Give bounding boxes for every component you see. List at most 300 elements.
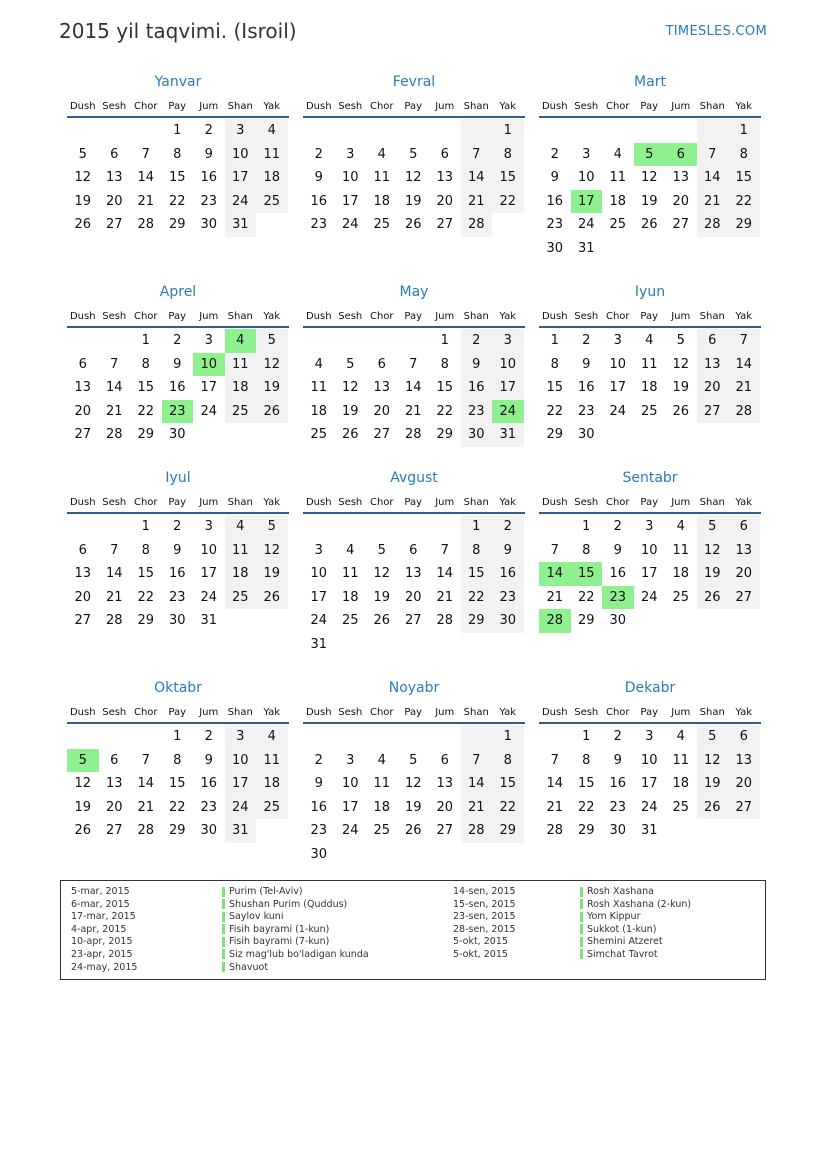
day-cell[interactable]: 11	[640, 356, 658, 372]
day-cell[interactable]: 19	[341, 403, 359, 419]
day-cell[interactable]: 11	[672, 542, 690, 558]
day-cell[interactable]: 15	[728, 166, 760, 190]
day-cell[interactable]: 11	[373, 170, 391, 185]
day-cell[interactable]: 16	[609, 566, 627, 581]
day-cell[interactable]: 29	[461, 609, 493, 633]
day-cell[interactable]: 13	[728, 539, 760, 563]
day-cell[interactable]: 20	[74, 403, 92, 419]
day-cell[interactable]: 13	[672, 170, 690, 185]
day-cell[interactable]: 24	[341, 823, 359, 838]
day-cell[interactable]: 24	[341, 217, 359, 232]
day-cell[interactable]: 1	[173, 729, 182, 744]
day-cell[interactable]: 1	[582, 729, 591, 744]
holiday-day[interactable]: 15	[571, 562, 603, 586]
day-cell[interactable]: 7	[110, 356, 119, 372]
day-cell[interactable]: 10	[310, 566, 328, 581]
day-cell[interactable]: 22	[168, 799, 186, 815]
day-cell[interactable]: 16	[577, 380, 595, 395]
day-cell[interactable]: 30	[200, 217, 218, 232]
day-cell[interactable]: 31	[492, 423, 524, 447]
day-cell[interactable]: 22	[137, 589, 155, 605]
holiday-day[interactable]: 28	[539, 609, 571, 633]
day-cell[interactable]: 18	[373, 193, 391, 209]
day-cell[interactable]: 10	[577, 170, 595, 185]
day-cell[interactable]: 6	[78, 356, 87, 372]
day-cell[interactable]: 20	[436, 193, 454, 209]
day-cell[interactable]: 2	[314, 146, 323, 162]
day-cell[interactable]: 3	[582, 146, 591, 162]
day-cell[interactable]: 7	[461, 143, 493, 167]
day-cell[interactable]: 30	[168, 427, 186, 442]
day-cell[interactable]: 6	[440, 752, 449, 768]
day-cell[interactable]: 30	[577, 427, 595, 442]
day-cell[interactable]: 23	[461, 400, 493, 424]
day-cell[interactable]: 20	[105, 193, 123, 209]
day-cell[interactable]: 2	[173, 333, 182, 348]
day-cell[interactable]: 25	[373, 217, 391, 232]
holiday-day[interactable]: 23	[602, 586, 634, 610]
day-cell[interactable]: 20	[672, 193, 690, 209]
day-cell[interactable]: 20	[404, 589, 422, 605]
day-cell[interactable]: 25	[609, 217, 627, 232]
day-cell[interactable]: 29	[492, 819, 524, 843]
day-cell[interactable]: 26	[373, 613, 391, 628]
day-cell[interactable]: 31	[200, 613, 218, 628]
day-cell[interactable]: 28	[436, 613, 454, 628]
day-cell[interactable]: 9	[613, 752, 622, 768]
day-cell[interactable]: 13	[74, 380, 92, 395]
day-cell[interactable]: 25	[256, 796, 288, 820]
day-cell[interactable]: 17	[492, 376, 524, 400]
day-cell[interactable]: 6	[377, 356, 386, 372]
day-cell[interactable]: 3	[225, 725, 257, 749]
day-cell[interactable]: 13	[105, 776, 123, 791]
day-cell[interactable]: 19	[697, 562, 729, 586]
day-cell[interactable]: 27	[697, 400, 729, 424]
day-cell[interactable]: 13	[74, 566, 92, 581]
day-cell[interactable]: 19	[672, 380, 690, 395]
day-cell[interactable]: 28	[105, 427, 123, 442]
day-cell[interactable]: 2	[461, 329, 493, 353]
day-cell[interactable]: 15	[436, 380, 454, 395]
day-cell[interactable]: 1	[440, 333, 449, 348]
day-cell[interactable]: 8	[141, 356, 150, 372]
day-cell[interactable]: 20	[74, 589, 92, 605]
day-cell[interactable]: 7	[110, 542, 119, 558]
day-cell[interactable]: 22	[168, 193, 186, 209]
day-cell[interactable]: 30	[200, 823, 218, 838]
day-cell[interactable]: 27	[373, 427, 391, 442]
day-cell[interactable]: 1	[173, 123, 182, 138]
day-cell[interactable]: 20	[373, 403, 391, 419]
holiday-day[interactable]: 24	[492, 400, 524, 424]
day-cell[interactable]: 29	[436, 427, 454, 442]
day-cell[interactable]: 2	[550, 146, 559, 162]
day-cell[interactable]: 26	[404, 217, 422, 232]
day-cell[interactable]: 4	[256, 725, 288, 749]
day-cell[interactable]: 6	[110, 146, 119, 162]
day-cell[interactable]: 9	[204, 146, 213, 162]
day-cell[interactable]: 30	[609, 613, 627, 628]
day-cell[interactable]: 27	[105, 823, 123, 838]
day-cell[interactable]: 8	[440, 356, 449, 372]
day-cell[interactable]: 2	[204, 123, 213, 138]
day-cell[interactable]: 18	[609, 193, 627, 209]
day-cell[interactable]: 15	[546, 380, 564, 395]
brand-link[interactable]: TIMESLES.COM	[665, 24, 767, 39]
day-cell[interactable]: 4	[645, 333, 654, 348]
day-cell[interactable]: 9	[173, 542, 182, 558]
holiday-day[interactable]: 5	[67, 749, 99, 773]
day-cell[interactable]: 19	[256, 562, 288, 586]
day-cell[interactable]: 16	[546, 193, 564, 209]
day-cell[interactable]: 6	[697, 329, 729, 353]
day-cell[interactable]: 18	[256, 166, 288, 190]
day-cell[interactable]: 17	[609, 380, 627, 395]
day-cell[interactable]: 22	[728, 190, 760, 214]
day-cell[interactable]: 15	[137, 380, 155, 395]
day-cell[interactable]: 1	[141, 519, 150, 534]
day-cell[interactable]: 27	[436, 217, 454, 232]
day-cell[interactable]: 18	[225, 562, 257, 586]
day-cell[interactable]: 1	[492, 725, 524, 749]
day-cell[interactable]: 18	[373, 799, 391, 815]
day-cell[interactable]: 7	[409, 356, 418, 372]
day-cell[interactable]: 25	[341, 613, 359, 628]
day-cell[interactable]: 5	[377, 542, 386, 558]
day-cell[interactable]: 3	[346, 146, 355, 162]
day-cell[interactable]: 30	[492, 609, 524, 633]
day-cell[interactable]: 13	[373, 380, 391, 395]
day-cell[interactable]: 16	[200, 170, 218, 185]
day-cell[interactable]: 11	[672, 752, 690, 768]
day-cell[interactable]: 9	[173, 356, 182, 372]
day-cell[interactable]: 21	[461, 190, 493, 214]
day-cell[interactable]: 5	[409, 752, 418, 768]
day-cell[interactable]: 8	[492, 143, 524, 167]
day-cell[interactable]: 4	[377, 752, 386, 768]
day-cell[interactable]: 18	[310, 403, 328, 419]
day-cell[interactable]: 8	[173, 146, 182, 162]
day-cell[interactable]: 12	[373, 566, 391, 581]
day-cell[interactable]: 27	[404, 613, 422, 628]
day-cell[interactable]: 22	[546, 403, 564, 419]
day-cell[interactable]: 29	[577, 613, 595, 628]
day-cell[interactable]: 28	[404, 427, 422, 442]
holiday-day[interactable]: 23	[162, 400, 194, 424]
day-cell[interactable]: 9	[550, 170, 559, 185]
day-cell[interactable]: 16	[168, 380, 186, 395]
day-cell[interactable]: 8	[173, 752, 182, 768]
day-cell[interactable]: 19	[74, 193, 92, 209]
day-cell[interactable]: 21	[436, 589, 454, 605]
day-cell[interactable]: 11	[609, 170, 627, 185]
day-cell[interactable]: 17	[640, 566, 658, 581]
day-cell[interactable]: 13	[728, 749, 760, 773]
day-cell[interactable]: 19	[697, 772, 729, 796]
day-cell[interactable]: 12	[74, 776, 92, 791]
day-cell[interactable]: 25	[672, 799, 690, 815]
day-cell[interactable]: 16	[310, 193, 328, 209]
day-cell[interactable]: 27	[74, 613, 92, 628]
day-cell[interactable]: 9	[492, 539, 524, 563]
day-cell[interactable]: 29	[137, 613, 155, 628]
day-cell[interactable]: 8	[461, 539, 493, 563]
day-cell[interactable]: 24	[577, 217, 595, 232]
day-cell[interactable]: 1	[141, 333, 150, 348]
day-cell[interactable]: 28	[137, 823, 155, 838]
day-cell[interactable]: 8	[550, 356, 559, 372]
day-cell[interactable]: 27	[436, 823, 454, 838]
day-cell[interactable]: 6	[728, 725, 760, 749]
day-cell[interactable]: 15	[461, 562, 493, 586]
day-cell[interactable]: 23	[200, 193, 218, 209]
day-cell[interactable]: 28	[728, 400, 760, 424]
day-cell[interactable]: 18	[225, 376, 257, 400]
day-cell[interactable]: 28	[105, 613, 123, 628]
day-cell[interactable]: 23	[168, 589, 186, 605]
day-cell[interactable]: 12	[404, 170, 422, 185]
day-cell[interactable]: 9	[204, 752, 213, 768]
day-cell[interactable]: 16	[461, 376, 493, 400]
day-cell[interactable]: 23	[577, 403, 595, 419]
holiday-day[interactable]: 4	[225, 329, 257, 353]
day-cell[interactable]: 9	[613, 542, 622, 558]
day-cell[interactable]: 27	[728, 586, 760, 610]
day-cell[interactable]: 30	[310, 846, 328, 862]
day-cell[interactable]: 31	[577, 240, 595, 256]
day-cell[interactable]: 21	[137, 193, 155, 209]
day-cell[interactable]: 10	[640, 542, 658, 558]
day-cell[interactable]: 12	[697, 539, 729, 563]
day-cell[interactable]: 12	[256, 353, 288, 377]
day-cell[interactable]: 15	[137, 566, 155, 581]
day-cell[interactable]: 23	[546, 217, 564, 232]
day-cell[interactable]: 21	[105, 589, 123, 605]
day-cell[interactable]: 24	[310, 613, 328, 628]
day-cell[interactable]: 24	[640, 589, 658, 605]
day-cell[interactable]: 9	[314, 170, 323, 185]
day-cell[interactable]: 14	[137, 776, 155, 791]
day-cell[interactable]: 8	[728, 143, 760, 167]
day-cell[interactable]: 20	[436, 799, 454, 815]
day-cell[interactable]: 13	[105, 170, 123, 185]
day-cell[interactable]: 10	[341, 776, 359, 791]
day-cell[interactable]: 29	[546, 427, 564, 442]
day-cell[interactable]: 20	[728, 772, 760, 796]
day-cell[interactable]: 7	[141, 752, 150, 768]
day-cell[interactable]: 3	[492, 329, 524, 353]
day-cell[interactable]: 16	[310, 799, 328, 815]
day-cell[interactable]: 26	[640, 217, 658, 232]
day-cell[interactable]: 3	[204, 333, 213, 348]
day-cell[interactable]: 3	[645, 729, 654, 744]
day-cell[interactable]: 3	[204, 519, 213, 534]
day-cell[interactable]: 14	[728, 353, 760, 377]
day-cell[interactable]: 21	[404, 403, 422, 419]
day-cell[interactable]: 5	[697, 725, 729, 749]
day-cell[interactable]: 23	[492, 586, 524, 610]
day-cell[interactable]: 13	[436, 776, 454, 791]
day-cell[interactable]: 4	[225, 515, 257, 539]
day-cell[interactable]: 24	[225, 796, 257, 820]
day-cell[interactable]: 22	[492, 796, 524, 820]
day-cell[interactable]: 12	[341, 380, 359, 395]
day-cell[interactable]: 27	[672, 217, 690, 232]
day-cell[interactable]: 26	[697, 796, 729, 820]
day-cell[interactable]: 7	[550, 752, 559, 768]
day-cell[interactable]: 9	[582, 356, 591, 372]
day-cell[interactable]: 10	[609, 356, 627, 372]
day-cell[interactable]: 21	[105, 403, 123, 419]
day-cell[interactable]: 11	[225, 539, 257, 563]
day-cell[interactable]: 26	[256, 400, 288, 424]
day-cell[interactable]: 22	[461, 586, 493, 610]
day-cell[interactable]: 12	[404, 776, 422, 791]
day-cell[interactable]: 12	[74, 170, 92, 185]
day-cell[interactable]: 13	[436, 170, 454, 185]
day-cell[interactable]: 4	[613, 146, 622, 162]
day-cell[interactable]: 17	[310, 589, 328, 605]
day-cell[interactable]: 12	[697, 749, 729, 773]
day-cell[interactable]: 17	[640, 776, 658, 791]
day-cell[interactable]: 28	[546, 823, 564, 838]
day-cell[interactable]: 20	[105, 799, 123, 815]
day-cell[interactable]: 1	[728, 119, 760, 143]
day-cell[interactable]: 18	[672, 776, 690, 791]
day-cell[interactable]: 17	[200, 566, 218, 581]
day-cell[interactable]: 19	[404, 799, 422, 815]
day-cell[interactable]: 23	[310, 217, 328, 232]
holiday-day[interactable]: 14	[539, 562, 571, 586]
day-cell[interactable]: 6	[440, 146, 449, 162]
day-cell[interactable]: 21	[697, 190, 729, 214]
day-cell[interactable]: 31	[640, 823, 658, 838]
day-cell[interactable]: 23	[609, 799, 627, 815]
day-cell[interactable]: 4	[314, 356, 323, 372]
day-cell[interactable]: 10	[200, 542, 218, 558]
day-cell[interactable]: 14	[436, 566, 454, 581]
day-cell[interactable]: 5	[409, 146, 418, 162]
day-cell[interactable]: 14	[461, 772, 493, 796]
day-cell[interactable]: 16	[492, 562, 524, 586]
day-cell[interactable]: 15	[492, 772, 524, 796]
day-cell[interactable]: 28	[137, 217, 155, 232]
day-cell[interactable]: 2	[582, 333, 591, 348]
day-cell[interactable]: 4	[676, 519, 685, 534]
day-cell[interactable]: 9	[461, 353, 493, 377]
day-cell[interactable]: 21	[728, 376, 760, 400]
day-cell[interactable]: 11	[341, 566, 359, 581]
holiday-day[interactable]: 5	[634, 143, 666, 167]
day-cell[interactable]: 20	[697, 376, 729, 400]
day-cell[interactable]: 30	[168, 613, 186, 628]
day-cell[interactable]: 14	[105, 380, 123, 395]
day-cell[interactable]: 24	[200, 403, 218, 419]
day-cell[interactable]: 2	[314, 752, 323, 768]
day-cell[interactable]: 13	[404, 566, 422, 581]
day-cell[interactable]: 30	[546, 240, 564, 256]
day-cell[interactable]: 26	[672, 403, 690, 419]
day-cell[interactable]: 23	[200, 799, 218, 815]
day-cell[interactable]: 22	[436, 403, 454, 419]
day-cell[interactable]: 3	[613, 333, 622, 348]
day-cell[interactable]: 4	[256, 119, 288, 143]
holiday-day[interactable]: 10	[193, 353, 225, 377]
day-cell[interactable]: 9	[314, 776, 323, 791]
day-cell[interactable]: 8	[582, 542, 591, 558]
day-cell[interactable]: 1	[461, 515, 493, 539]
day-cell[interactable]: 6	[728, 515, 760, 539]
day-cell[interactable]: 27	[74, 427, 92, 442]
day-cell[interactable]: 21	[137, 799, 155, 815]
day-cell[interactable]: 11	[373, 776, 391, 791]
day-cell[interactable]: 2	[613, 729, 622, 744]
day-cell[interactable]: 10	[341, 170, 359, 185]
day-cell[interactable]: 14	[404, 380, 422, 395]
day-cell[interactable]: 18	[640, 380, 658, 395]
day-cell[interactable]: 17	[341, 193, 359, 209]
day-cell[interactable]: 3	[346, 752, 355, 768]
day-cell[interactable]: 27	[105, 217, 123, 232]
day-cell[interactable]: 16	[609, 776, 627, 791]
day-cell[interactable]: 22	[137, 403, 155, 419]
day-cell[interactable]: 20	[728, 562, 760, 586]
day-cell[interactable]: 6	[409, 542, 418, 558]
day-cell[interactable]: 11	[310, 380, 328, 395]
day-cell[interactable]: 19	[256, 376, 288, 400]
day-cell[interactable]: 29	[168, 823, 186, 838]
day-cell[interactable]: 22	[492, 190, 524, 214]
day-cell[interactable]: 26	[74, 823, 92, 838]
day-cell[interactable]: 22	[577, 589, 595, 605]
day-cell[interactable]: 5	[256, 515, 288, 539]
day-cell[interactable]: 16	[200, 776, 218, 791]
day-cell[interactable]: 23	[310, 823, 328, 838]
day-cell[interactable]: 4	[676, 729, 685, 744]
day-cell[interactable]: 7	[141, 146, 150, 162]
day-cell[interactable]: 30	[609, 823, 627, 838]
day-cell[interactable]: 1	[550, 333, 559, 348]
day-cell[interactable]: 5	[676, 333, 685, 348]
day-cell[interactable]: 8	[492, 749, 524, 773]
day-cell[interactable]: 3	[645, 519, 654, 534]
day-cell[interactable]: 18	[256, 772, 288, 796]
day-cell[interactable]: 27	[728, 796, 760, 820]
day-cell[interactable]: 7	[697, 143, 729, 167]
day-cell[interactable]: 14	[697, 166, 729, 190]
day-cell[interactable]: 6	[78, 542, 87, 558]
day-cell[interactable]: 17	[341, 799, 359, 815]
day-cell[interactable]: 19	[640, 193, 658, 209]
day-cell[interactable]: 26	[74, 217, 92, 232]
day-cell[interactable]: 2	[492, 515, 524, 539]
day-cell[interactable]: 25	[225, 400, 257, 424]
day-cell[interactable]: 3	[314, 542, 323, 558]
day-cell[interactable]: 25	[672, 589, 690, 605]
day-cell[interactable]: 26	[341, 427, 359, 442]
day-cell[interactable]: 25	[225, 586, 257, 610]
day-cell[interactable]: 17	[225, 166, 257, 190]
day-cell[interactable]: 19	[373, 589, 391, 605]
day-cell[interactable]: 25	[310, 427, 328, 442]
day-cell[interactable]: 24	[225, 190, 257, 214]
day-cell[interactable]: 18	[672, 566, 690, 581]
day-cell[interactable]: 22	[577, 799, 595, 815]
day-cell[interactable]: 26	[697, 586, 729, 610]
day-cell[interactable]: 8	[582, 752, 591, 768]
day-cell[interactable]: 5	[256, 329, 288, 353]
